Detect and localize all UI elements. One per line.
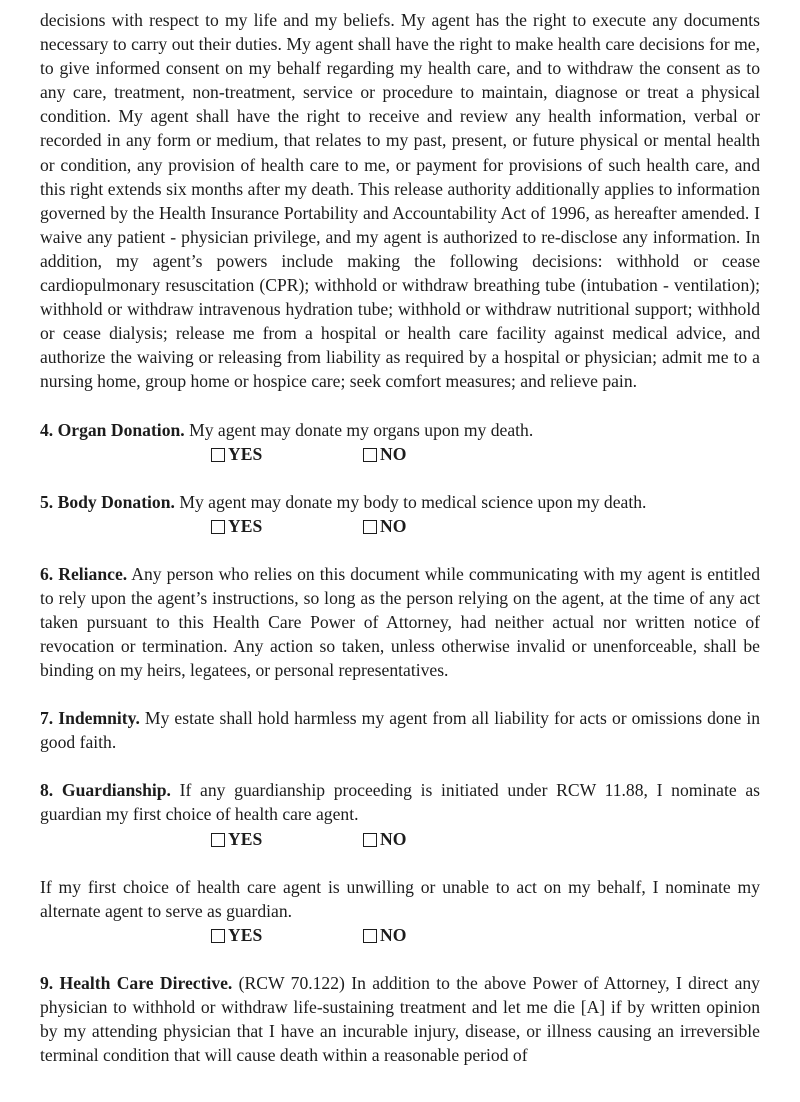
organ-donation-choices	[40, 442, 760, 466]
checkbox-icon[interactable]	[363, 520, 377, 534]
section-health-care-directive	[40, 971, 760, 1067]
checkbox-icon[interactable]	[211, 833, 225, 847]
guardianship-alternate-no-option[interactable]: NO	[363, 923, 406, 947]
section-text: My agent may donate my body to medical science upon my death.	[174, 491, 647, 512]
section-text: If any guardianship proceeding is initiated under RCW 11.88, I nominate as guardian my first choice of health care agent.	[40, 780, 760, 825]
checkbox-icon[interactable]	[211, 520, 225, 534]
section-organ-donation	[40, 418, 760, 442]
guardianship-first-choices	[40, 827, 760, 851]
section-text: (RCW 70.122) In addition to the above Power of Attorney, I direct any physician to withhold or withdraw life-sustaining treatment and let me die [A] if by written opinion by my attending physician that I have an incurable injury, disease, or illness causing an irreversible terminal condition that will cause death within a reasonable period of	[40, 972, 760, 1065]
section-guardianship	[40, 778, 760, 826]
section-body-donation	[40, 490, 760, 514]
organ-no-option[interactable]: NO	[363, 442, 406, 466]
section-text: Any person who relies on this document while communicating with my agent is entitled to rely upon the agent’s instructions, so long as the person relying on the agent, at the time of any act taken pursuant to this Health Care Power of Attorney, had neither actual nor written notice of revocation or termination. Any action so taken, unless otherwise invalid or unenforceable, shall be binding on my heirs, legatees, or personal representatives.	[40, 563, 760, 681]
section-indemnity	[40, 706, 760, 754]
guardianship-alternate-text: If my first choice of health care agent is unwilling or unable to act on my behalf, I nominate my alternate agent to serve as guardian.	[40, 876, 760, 921]
body-donation-choices	[40, 514, 760, 538]
section-heading: 6. Reliance.	[40, 563, 128, 584]
section-heading: 8. Guardianship.	[40, 780, 171, 801]
checkbox-icon[interactable]	[211, 929, 225, 943]
section-heading: 5. Body Donation.	[40, 491, 175, 512]
body-yes-option[interactable]: YES	[211, 514, 262, 538]
guardianship-first-no-option[interactable]: NO	[363, 827, 406, 851]
checkbox-icon[interactable]	[363, 833, 377, 847]
section-text: My estate shall hold harmless my agent from all liability for acts or omissions done in good faith.	[40, 708, 761, 753]
section-heading: 4. Organ Donation.	[40, 419, 185, 440]
section-reliance	[40, 562, 760, 682]
organ-yes-option[interactable]: YES	[211, 442, 262, 466]
guardianship-first-yes-option[interactable]: YES	[211, 827, 262, 851]
checkbox-icon[interactable]	[363, 448, 377, 462]
powers-paragraph: decisions with respect to my life and my beliefs. My agent has the right to execute any documents necessary to carry out their duties. My agent shall have the right to make health care decisions for me, to give informed consent on my behalf regarding my health care, and to withdraw the consent as to any care, treatment, non-treatment, service or procedure to maintain, diagnose or treat a physical condition. My agent shall have the right to receive and review any health information, verbal or recorded in any form or medium, that relates to my past, present, or future physical or mental health or condition, any provision of health care to me, or payment for provisions of such health care, and this right extends six months after my death. This release authority additionally applies to information governed by the Health Insurance Portability and Accountability Act of 1996, as hereafter amended. I waive any patient - physician privilege, and my agent is authorized to re-disclose any information. In addition, my agent’s powers include making the following decisions: withhold or cease cardiopulmonary resuscitation (CPR); withhold or withdraw breathing tube (intubation - ventilation); withhold or withdraw intravenous hydration tube; withhold or withdraw nutritional support; withhold or cease dialysis; release me from a hospital or health care facility against medical advice, and authorize the waiving or releasing from liability as required by a hospital or physician; admit me to a nursing home, group home or hospice care; seek comfort measures; and relieve pain.	[40, 10, 760, 392]
section-text: My agent may donate my organs upon my death.	[184, 419, 534, 440]
checkbox-icon[interactable]	[211, 448, 225, 462]
section-heading: 7. Indemnity.	[40, 708, 140, 729]
checkbox-icon[interactable]	[363, 929, 377, 943]
document-page	[40, 8, 760, 1067]
guardianship-alternate-choices	[40, 923, 760, 947]
guardianship-alternate-yes-option[interactable]: YES	[211, 923, 262, 947]
section-heading: 9. Health Care Directive.	[40, 972, 233, 993]
body-no-option[interactable]: NO	[363, 514, 406, 538]
